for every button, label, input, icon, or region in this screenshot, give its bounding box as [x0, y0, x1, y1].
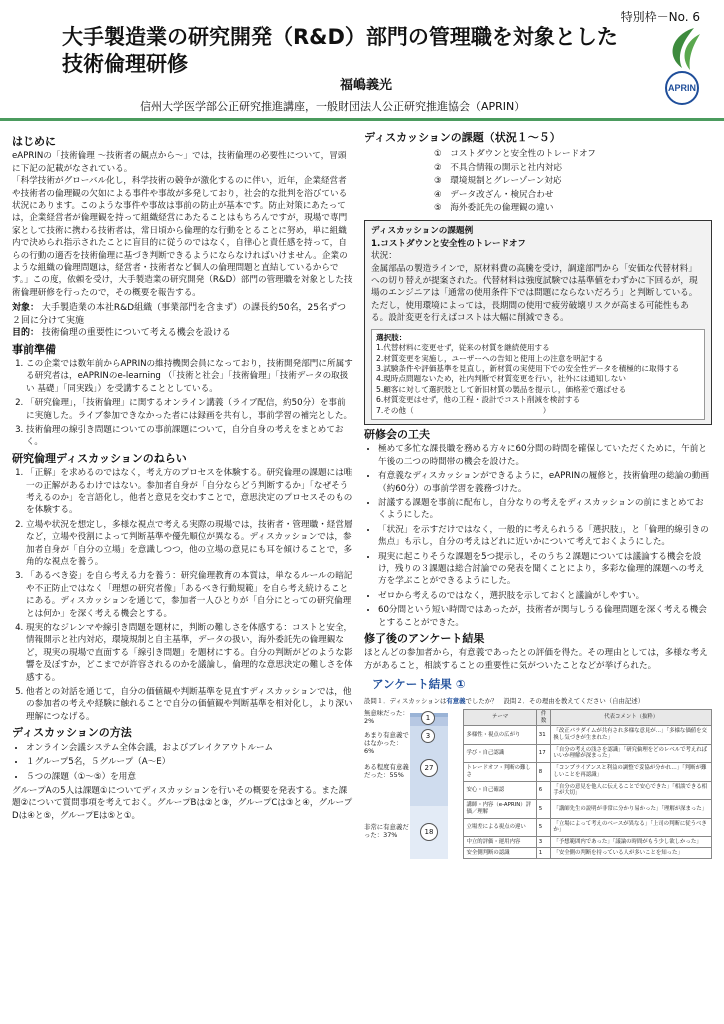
- method-item: • オンライン会議システム全体会議，およびブレイクアウトルーム: [26, 742, 354, 754]
- option-item: 1.代替材料に変更せず，従来の材質を継続使用する: [376, 343, 550, 353]
- cell-count: 5: [536, 818, 551, 836]
- cell-comment: 「自分の考えの浅さを認識」「研究倫理をどのレベルで考えればいいか理解が深まった」: [551, 744, 712, 762]
- workshop-item: • 「状況」を示すだけではなく，一般的に考えられうる「選択肢」，と「倫理的線引きの焦点」も示し，自分の考えはどれに近いかについて考えておくようにした。: [378, 524, 712, 549]
- q2-text: 設問２．その理由を教えてください（自由記述）: [503, 696, 645, 705]
- cell-count: 17: [536, 744, 551, 762]
- topic-item: ③ 環境規制とグレーゾーン対応: [434, 176, 562, 187]
- topic-item: ② 不具合情報の開示と社内対応: [434, 162, 563, 173]
- aims-heading: 研究倫理ディスカッションのねらい: [12, 451, 187, 465]
- situation-label: 状況：: [371, 251, 397, 262]
- topic-item: ④ データ改ざん・検尻合わせ: [434, 189, 554, 200]
- example-title: ディスカッションの課題例: [371, 226, 474, 237]
- method-item: • １グループ5名，５グループ（A〜E）: [26, 756, 354, 768]
- answer-count: 18: [420, 823, 438, 841]
- affiliation: 信州大学医学部公正研究推進講座，一般財団法人公正研究推進協会（APRIN）: [140, 100, 526, 113]
- answer-label: 無意味だった：2%: [364, 709, 409, 726]
- prep-item: 2. 「研究倫理」，「技術倫理」に関するオンライン講義（ライブ配信，約50分）を事前に実施した。ライブ参加できなかった者には録画を共有し，事前学習の補完とした。: [26, 397, 354, 422]
- cell-comment: 「予想範囲内であった」「議論の時間がもう少し欲しかった」: [551, 837, 712, 848]
- table-header-row: [464, 710, 712, 726]
- option-item: 3.試験条件や評価基準を見直し，新材質の実使用下での安全性データを積極的に取得する: [376, 363, 680, 373]
- answer-count: 27: [420, 759, 438, 777]
- q1-suffix: でしたか？: [465, 696, 498, 705]
- options-label: 選択肢：: [376, 332, 407, 342]
- purpose-text: 技術倫理の重要性について考える機会を設ける: [41, 328, 231, 339]
- table-row: [464, 726, 712, 744]
- target-text: 大手製造業の本社R&D組織（事業部門を含まず）の課長約50名，25名ずつ２回に分けて実施: [12, 303, 346, 326]
- answer-label: ある程度有意義だった：55%: [364, 763, 409, 780]
- survey-body: [364, 709, 712, 859]
- option-item: 7.その他（ ）: [376, 405, 551, 415]
- results-heading: 修了後のアンケート結果: [364, 632, 485, 646]
- purpose-label: 目的：: [12, 328, 40, 339]
- table-row: [464, 781, 712, 799]
- table-header: 件数: [536, 710, 551, 726]
- answer-count: 1: [421, 711, 435, 725]
- survey-section: [364, 678, 712, 859]
- header-rule: [0, 118, 724, 121]
- cell-theme: 安全側判断の認識: [464, 848, 536, 859]
- aims-item: 5. 他者との対話を通じて，自分の価値観や判断基準を見直すディスカッションでは，他の参加者の考えや経験に触れることで自分の価値観や判断基準を相対化し，より深い理解につなげる。: [26, 686, 354, 723]
- aims-item: 2. 立場や状況を想定し，多様な視点で考える実際の現場では，技術者・管理職・経営層など，立場や役割によって判断基準や優先順位が異なる。ディスカッションでは，参加者自身が「自分の立場」を意識しつつ，他の立場の意見にも耳を傾けることで，多角的な視点を養う。: [26, 519, 354, 569]
- cell-count: 5: [536, 800, 551, 818]
- workshop-item: • 討議する課題を事前に配布し，自分なりの考えをディスカッションの前にまとめておくようにした。: [378, 497, 712, 522]
- method-item: • ５つの課題（①〜⑤）を用意: [26, 771, 354, 783]
- table-header: 代表コメント（抜粋）: [551, 710, 712, 726]
- aims-item: 1. 「正解」を求めるのではなく，考え方のプロセスを体験する。研究倫理の課題には唯一の正解があるわけではない。参加者自身が「自分ならどう判断するか」「なぜそう考えるのか」を言語化し，他者と意見を交わすことで，意思決定のプロセスそのものを体験する。: [26, 467, 354, 517]
- situation-text: 金属部品の製造ラインで，原材料費の高騰を受け，調達部門から「安価な代替材料」への切り替えが提案された。代替材料は強度試験では基準値をわずかに下回るが，現場のエンジニアは「通常の使用条件下では問題にならないだろう」と判断している。ただし，使用環境によっては，長期間の使用で疲労破壊リスクが高まる可能性もある。設計変更を行えばコストは大幅に削減できる。: [371, 263, 698, 324]
- intro-p2: 「科学技術がグローバル化し，科学技術の競争が激化するのに伴い，近年，企業経営者や技術者の倫理観の欠如による事件や事故が多発しており，社会的な批判を浴びている状況にあります。このような事件や事故は事前の防止が基本です。防止対策にあたっては，企業経営者が倫理観を持って組織経営にあたることはもちろんですが，現場で専門家として技術に携わる技術者は，常日頃から倫理的な行動をとることに努め，単に組織内で決められ指示されたことに盲目的に従うのではなく，自律心と責任感を持って，自らの行動の適否を技術倫理に基づき判断できるようにならなければいけません。企業のような組織の倫理問題は，経営者・技術者など個人の倫理問題と直結しているからです。」この度，依頼を受け，大手製造業の研究開発（R&D）部門の管理職を対象とした技術倫理研修を行ったので，その概要を報告する。: [12, 176, 353, 298]
- workshop-item: • 60分間という短い時間ではあったが，技術者が関与しうる倫理問題を深く考える機会とすることができた。: [378, 604, 712, 629]
- comments-table: [463, 709, 712, 859]
- target-line: [12, 302, 354, 327]
- cell-theme: 学び・自己認識: [464, 744, 536, 762]
- cell-comment: 「安全側の判断を持っている人が多いことを知った」: [551, 848, 712, 859]
- method-list: [12, 742, 354, 783]
- aims-item: 4. 現実的なジレンマや線引き問題を題材に，判断の難しさを体感する：コストと安全，情報開示と社内対応，環境規制と自主基準，データの扱い，海外委託先の倫理観など，現実の現場で直面する「線引き問題」を題材にする。自分の判断がどのような影響を及ぼすか，どこまでが許容されるのかを議論し，倫理的な意思決定の難しさを体感する。: [26, 622, 354, 684]
- cell-theme: 講師・内容（e-APRIN）評価／理解: [464, 800, 536, 818]
- cell-comment: 「コンプライアンスと利益の調整で妥協が分かれ…」「判断が難しいことを再認識」: [551, 763, 712, 781]
- option-item: 4.現時点問題ないため，社内判断で材質変更を行い，社外には通知しない: [376, 374, 626, 384]
- cell-theme: 安心・自己確認: [464, 781, 536, 799]
- options-box: [371, 329, 705, 420]
- cell-comment: 「講師先生の説明が非常に分かり易かった」「理解が深まった」: [551, 800, 712, 818]
- answer-label: 非常に有意義だった：37%: [364, 823, 409, 840]
- workshop-heading: 研修会の工夫: [364, 427, 430, 441]
- prep-list: [12, 358, 354, 449]
- aims-item: 3. 「あるべき姿」を自ら考える力を養う：研究倫理教育の本質は，単なるルールの暗記や不正防止ではなく「理想の研究者像」「あるべき行動規範」を自ら考え続けることにある。ディスカッションを通じて，参加者一人ひとりが「自分にとっての研究倫理とは何か」を深く考える機会とする。: [26, 570, 354, 620]
- cell-count: 6: [536, 781, 551, 799]
- table-row: [464, 800, 712, 818]
- poster-tag: 特別枠－No. 6: [620, 10, 700, 24]
- logo-text: APRIN: [667, 83, 697, 93]
- table-row: [464, 848, 712, 859]
- left-column: [12, 132, 354, 822]
- example-box: [364, 220, 712, 425]
- answer-label: あまり有意義ではなかった：6%: [364, 731, 409, 756]
- workshop-item: • 有意義なディスカッションができるように，eAPRINの履修と，技術倫理の総論の動画（約60分）の事前学習を義務づけた。: [378, 470, 712, 495]
- method-text: グループAの5人は課題①についてディスカッションを行いその概要を発表する。また課題②について質問事項を考えておく。グループBは②と③，グループCは③と④，グループDは④と⑤，グループEは⑤と①。: [12, 785, 353, 821]
- cell-count: 3: [536, 837, 551, 848]
- table-row: [464, 744, 712, 762]
- aims-list: [12, 467, 354, 723]
- method-heading: ディスカッションの方法: [12, 726, 132, 740]
- survey-questions: [364, 695, 712, 707]
- survey-title: アンケート結果 ①: [372, 677, 466, 692]
- poster-title: 大手製造業の研究開発（R&D）部門の管理職を対象とした技術倫理研修: [62, 25, 618, 76]
- workshop-item: • ゼロから考えるのではなく，選択肢を示しておくと議論がしやすい。: [378, 590, 712, 602]
- option-item: 5.顧客に対して選択肢として新旧材質の製品を提示し，価格差で選ばせる: [376, 384, 627, 394]
- answer-count: 3: [421, 729, 435, 743]
- q1-prefix: 設問１．ディスカッションは: [364, 696, 447, 705]
- right-column: [364, 128, 712, 859]
- topics-list: [364, 148, 712, 214]
- topic-item: ① コストダウンと安全性のトレードオフ: [434, 149, 596, 160]
- workshop-item: • 現実に起こりそうな課題を5つ提示し，そのうち２課題については議論する機会を設け，残りの３課題は総合討論での発表を聞くことにより，多彩な倫理的課題への考え方を学ぶことができるようにした。: [378, 551, 712, 588]
- table-row: [464, 818, 712, 836]
- q1-highlight: 有意義: [446, 696, 466, 705]
- intro-p1: eAPRINの「技術倫理 〜技術者の観点から〜」では，技術倫理の必要性について，冒頭に下記の記載がなされている。: [12, 151, 347, 174]
- option-item: 6.材質変更はせず，他の工程・設計でコスト削減を検討する: [376, 395, 581, 405]
- cell-count: 8: [536, 763, 551, 781]
- cell-count: 31: [536, 726, 551, 744]
- topic-item: ⑤ 海外委託先の倫理観の違い: [434, 203, 554, 214]
- table-header: テーマ: [464, 710, 536, 726]
- results-text: ほとんどの参加者から，有意義であったとの評価を得た。その理由としては，多様な考え方があること，相談することの重要性に気がついたことなどが挙げられた。: [364, 648, 708, 671]
- prep-item: 1. この企業では数年前からAPRINの維持機関会員になっており，技術開発部門に所属する研究者は，eAPRINのe-learning （「技術と社会」「技術倫理」「技術データの取扱い 基礎」「同実践」）を受講することとしている。: [26, 358, 354, 395]
- survey-bar-chart: [364, 709, 459, 859]
- workshop-item: • 極めて多忙な課長職を務める方々に60分間の時間を確保していただくために，午前と午後の二つの時間帯の機会を設けた。: [378, 443, 712, 468]
- cell-comment: 「自分の意見を他人に伝えることで安心できた」「相談できる相手が大切」: [551, 781, 712, 799]
- prep-heading: 事前準備: [12, 342, 56, 356]
- option-item: 2.材質変更を実施し，ユーザーへの告知と使用上の注意を明記する: [376, 353, 604, 363]
- author: 福嶋義光: [340, 78, 393, 93]
- workshop-list: [364, 443, 712, 629]
- prep-item: 3. 技術倫理の線引き問題についての事前課題について，自分自身の考えをまとめておく。: [26, 424, 354, 449]
- purpose-line: [12, 327, 354, 339]
- table-row: [464, 837, 712, 848]
- cell-theme: 多様性・視点の広がり: [464, 726, 536, 744]
- topics-heading: ディスカッションの課題（状況１〜５）: [364, 131, 561, 144]
- cell-comment: 「立場によって考えのベースが異なる」「上司の判断に従うべきか」: [551, 818, 712, 836]
- table-row: [464, 763, 712, 781]
- cell-comment: 「改正パラダイムが共有され多様な意見が…」「多様な価値を交換し気づきが生まれた」: [551, 726, 712, 744]
- cell-theme: 立場差による視点の違い: [464, 818, 536, 836]
- aprin-logo: [654, 24, 710, 108]
- intro-heading: はじめに: [12, 135, 56, 148]
- target-label: 対象：: [12, 303, 40, 314]
- cell-count: 1: [536, 848, 551, 859]
- example-subtitle: 1.コストダウンと安全性のトレードオフ: [371, 238, 526, 249]
- cell-theme: トレードオフ・判断の難しさ: [464, 763, 536, 781]
- cell-theme: 中立的評価・運用内容: [464, 837, 536, 848]
- q1-text: [364, 695, 498, 707]
